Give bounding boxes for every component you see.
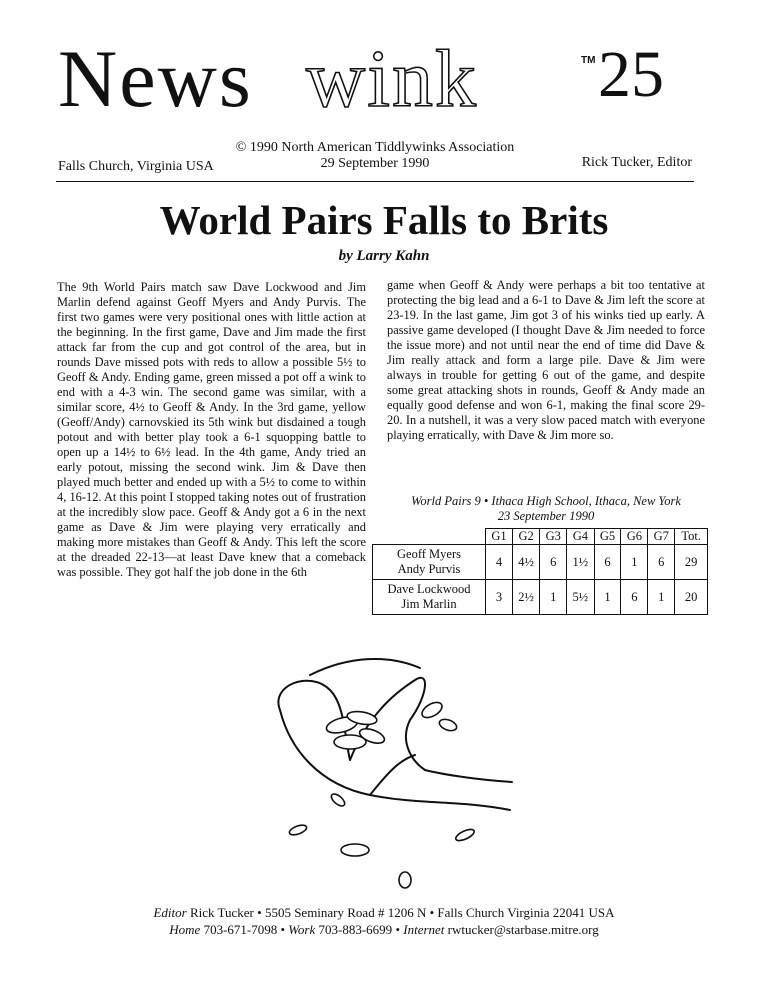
issue-date: 29 September 1990 [320,156,430,171]
total-cell: 20 [675,580,708,615]
wink-disc [399,872,411,888]
score-cell: 5½ [567,580,594,615]
issue-number: 25 [598,38,664,111]
header-g4: G4 [567,529,594,545]
header-g2: G2 [512,529,539,545]
score-cell: 6 [540,545,567,580]
footer-address: 5505 Seminary Road # 1206 N • Falls Church Virginia 22041 USA [264,905,615,920]
masthead-title-news: News [58,33,253,124]
editor-credit: Rick Tucker, Editor [581,155,692,170]
footer-email: rwtucker@starbase.mitre.org [447,922,599,937]
team-cell [373,580,486,615]
table-caption [387,494,705,524]
score-cell: 1 [621,545,648,580]
article-column-right [387,278,705,443]
trademark-mark: TM [581,55,596,66]
wink-disc [329,792,346,808]
hand-with-winks-illustration [250,650,520,890]
header-g6: G6 [621,529,648,545]
score-cell: 2½ [512,580,539,615]
article-column-left [57,280,366,580]
score-cell: 1½ [567,545,594,580]
score-cell: 6 [621,580,648,615]
header-g5: G5 [594,529,621,545]
header-g3: G3 [540,529,567,545]
header-center [230,140,520,172]
copyright-line: © 1990 North American Tiddlywinks Association [235,140,515,155]
score-cell: 6 [594,545,621,580]
footer [0,904,768,938]
footer-editor-name: Rick Tucker [189,905,254,920]
table-row [373,545,708,580]
location: Falls Church, Virginia USA [58,159,214,174]
player-name: Jim Marlin [401,597,457,611]
table-row [373,580,708,615]
wink-disc [341,844,369,856]
score-cell: 1 [540,580,567,615]
masthead-title-wink: wink [306,33,478,124]
header-divider [56,181,694,182]
header-g1: G1 [486,529,513,545]
wink-disc [419,699,444,720]
player-name: Geoff Myers [397,547,461,561]
wink-disc [454,827,476,843]
score-table [372,528,708,615]
footer-home-label: Home [169,922,201,937]
article-headline: World Pairs Falls to Brits [159,197,609,243]
total-cell: 29 [675,545,708,580]
wink-disc [438,717,458,733]
table-caption-date: 23 September 1990 [497,509,595,523]
footer-work-phone: 703-883-6699 [318,922,393,937]
article-text-right: game when Geoff & Andy were perhaps a bit too tentative at protecting the big lead and a 6-1 to Dave & Jim left the score at 23-19. In the last game, Jim got 3 of his winks tied up early. A passive game developed (I thought Dave & Jim needed to force the issue more) and not until near the end of time did Dave & Jim really attack and form a large pile. Dave & Jim were always in trouble for getting 6 out of the game, and despite some great attacking shots in rounds, Geoff & Andy made an equally good defense and won 6-1, making the final score 29-20. In a nutshell, it was a very slow paced match with everyone playing erratically, with Dave & Jim more so. [387,278,705,442]
footer-line-1: Editor Rick Tucker • 5505 Seminary Road # 1206 N • Falls Church Virginia 22041 USA [153,905,615,920]
footer-work-label: Work [288,922,316,937]
palm-outline [280,710,510,810]
score-cell: 3 [486,580,513,615]
header-blank [373,529,486,545]
article-byline: by Larry Kahn [338,248,430,264]
score-cell: 6 [648,545,675,580]
footer-internet-label: Internet [403,922,445,937]
player-name: Dave Lockwood [387,582,471,596]
header-g7: G7 [648,529,675,545]
score-cell: 4½ [512,545,539,580]
player-name: Andy Purvis [397,562,461,576]
score-table-header [373,529,708,545]
footer-editor-label: Editor [153,905,187,920]
wink-disc [288,823,308,837]
footer-home-phone: 703-671-7098 [203,922,278,937]
footer-line-2: Home 703-671-7098 • Work 703-883-6699 • Internet rwtucker@starbase.mitre.org [169,922,599,937]
header-total: Tot. [675,529,708,545]
score-cell: 1 [648,580,675,615]
article-text-left: The 9th World Pairs match saw Dave Lockwood and Jim Marlin defend against Geoff Myers and Andy Purvis. The first two games were very positional ones with little action at the beginning. In the first game, Dave and Jim made the first attack far from the cup and got control of the area, but in rounds Dave missed pots with reds to allow a possible 5½ to Geoff & Andy. Ending game, green missed a pot off a wink to end with a 4-3 win. The second game was similar, with a similar score, 4½ to Geoff & Andy. In the 3rd game, yellow (Geoff/Andy) carnovskied its 5th wink but disdained a tough potout and with better play took a 6-1 squopping battle to open up a 14½ to 6½ lead. In the 4th game, Andy tried an early potout, missing the second wink. Jim & Dave then played much better and ended up with a 5½ to come to within 4, 16-12. At this point I stopped taking notes out of frustration at the incredibly slow pace. Geoff & Andy got a 6 in the next game as Dave & Jim were playing very erratically and making more mistakes than Geoff & Andy. This left the score at the dreaded 22-13—at least Dave knew that a comeback was possible. They got half the job done in the 6th [57,280,366,579]
table-caption-event: World Pairs 9 • Ithaca High School, Ithaca, New York [411,494,681,508]
score-cell: 4 [486,545,513,580]
team-cell [373,545,486,580]
score-cell: 1 [594,580,621,615]
